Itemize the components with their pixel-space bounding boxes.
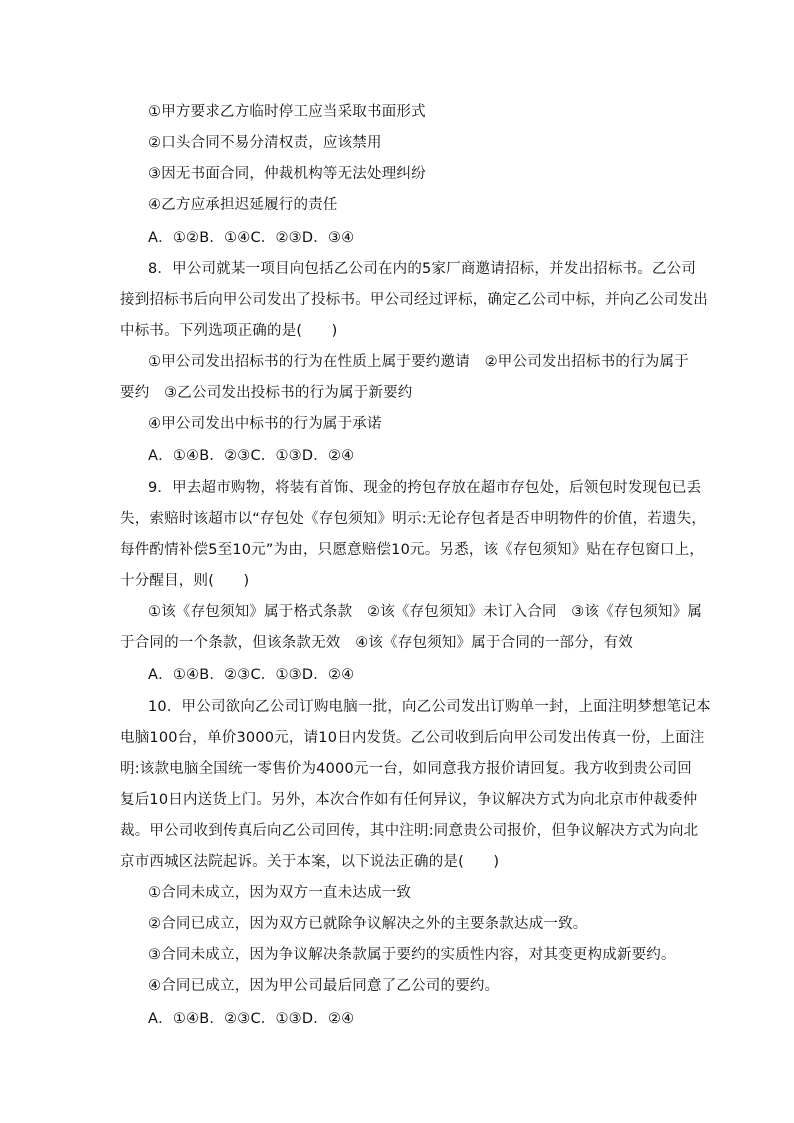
q10-answer-choices: A．①④B．②③C．①③D．②④ (148, 1011, 355, 1027)
q9-answer-choices: A．①④B．②③C．①③D．②④ (148, 667, 355, 683)
q10-option-1: ①合同未成立，因为双方一直未达成一致 (148, 885, 412, 901)
q10-option-2: ②合同已成立，因为双方已就除争议解决之外的主要条款达成一致。 (148, 916, 588, 932)
q8-stem-line-1: 8．甲公司就某一项目向包括乙公司在内的5家厂商邀请招标，并发出招标书。乙公司 (148, 261, 697, 277)
q7-option-4: ④乙方应承担迟延履行的责任 (148, 197, 338, 213)
q9-stem-line-1: 9．甲去超市购物，将装有首饰、现金的挎包存放在超市存包处，后领包时发现包已丢 (148, 480, 702, 496)
q9-options-line-2: 于合同的一个条款，但该条款无效 ④该《存包须知》属于合同的一部分，有效 (120, 635, 633, 651)
q8-answer-choices: A．①④B．②③C．①③D．②④ (148, 448, 355, 464)
q7-answer-choices: A．①②B．①④C．②③D．③④ (148, 230, 355, 246)
q10-stem-line-2: 电脑100台，单价3000元，请10日内发货。乙公司收到后向甲公司发出传真一份，上面注 (120, 730, 705, 746)
q8-stem-line-3: 中标书。下列选项正确的是( ) (120, 323, 338, 339)
q9-stem-line-3: 每件酌情补偿5至10元”为由，只愿意赔偿10元。另悉，该《存包须知》贴在存包窗口上， (120, 542, 705, 558)
q9-stem-line-2: 失，索赔时该超市以“存包处《存包须知》明示:无论存包者是否申明物件的价值，若遗失， (120, 511, 707, 527)
q7-option-3: ③因无书面合同，仲裁机构等无法处理纠纷 (148, 166, 426, 182)
q9-stem-line-4: 十分醒目，则( ) (120, 573, 250, 589)
q10-stem-line-5: 裁。甲公司收到传真后向乙公司回传，其中注明:同意贵公司报价，但争议解决方式为向北 (120, 823, 699, 839)
q10-stem-line-4: 复后10日内送货上门。另外，本次合作如有任何异议，争议解决方式为向北京市仲裁委仲 (120, 792, 698, 808)
q8-option-4: ④甲公司发出中标书的行为属于承诺 (148, 416, 382, 432)
q10-stem-line-6: 京市西城区法院起诉。关于本案，以下说法正确的是( ) (120, 854, 500, 870)
q7-option-1: ①甲方要求乙方临时停工应当采取书面形式 (148, 104, 426, 120)
q7-option-2: ②口头合同不易分清权责，应该禁用 (148, 135, 382, 151)
q10-stem-line-3: 明:该款电脑全国统一零售价为4000元一台，如同意我方报价请回复。我方收到贵公司回 (120, 761, 692, 777)
q10-option-4: ④合同已成立，因为甲公司最后同意了乙公司的要约。 (148, 978, 500, 994)
q8-option-1-2: ①甲公司发出招标书的行为在性质上属于要约邀请 ②甲公司发出招标书的行为属于 (148, 354, 689, 370)
q10-option-3: ③合同未成立，因为争议解决条款属于要约的实质性内容，对其变更构成新要约。 (148, 947, 676, 963)
q8-option-3: 要约 ③乙公司发出投标书的行为属于新要约 (120, 385, 413, 401)
q10-stem-line-1: 10．甲公司欲向乙公司订购电脑一批，向乙公司发出订购单一封，上面注明梦想笔记本 (148, 699, 711, 715)
q8-stem-line-2: 接到招标书后向甲公司发出了投标书。甲公司经过评标，确定乙公司中标，并向乙公司发出 (120, 292, 708, 308)
q9-options-line-1: ①该《存包须知》属于格式条款 ②该《存包须知》未订入合同 ③该《存包须知》属 (148, 604, 703, 620)
